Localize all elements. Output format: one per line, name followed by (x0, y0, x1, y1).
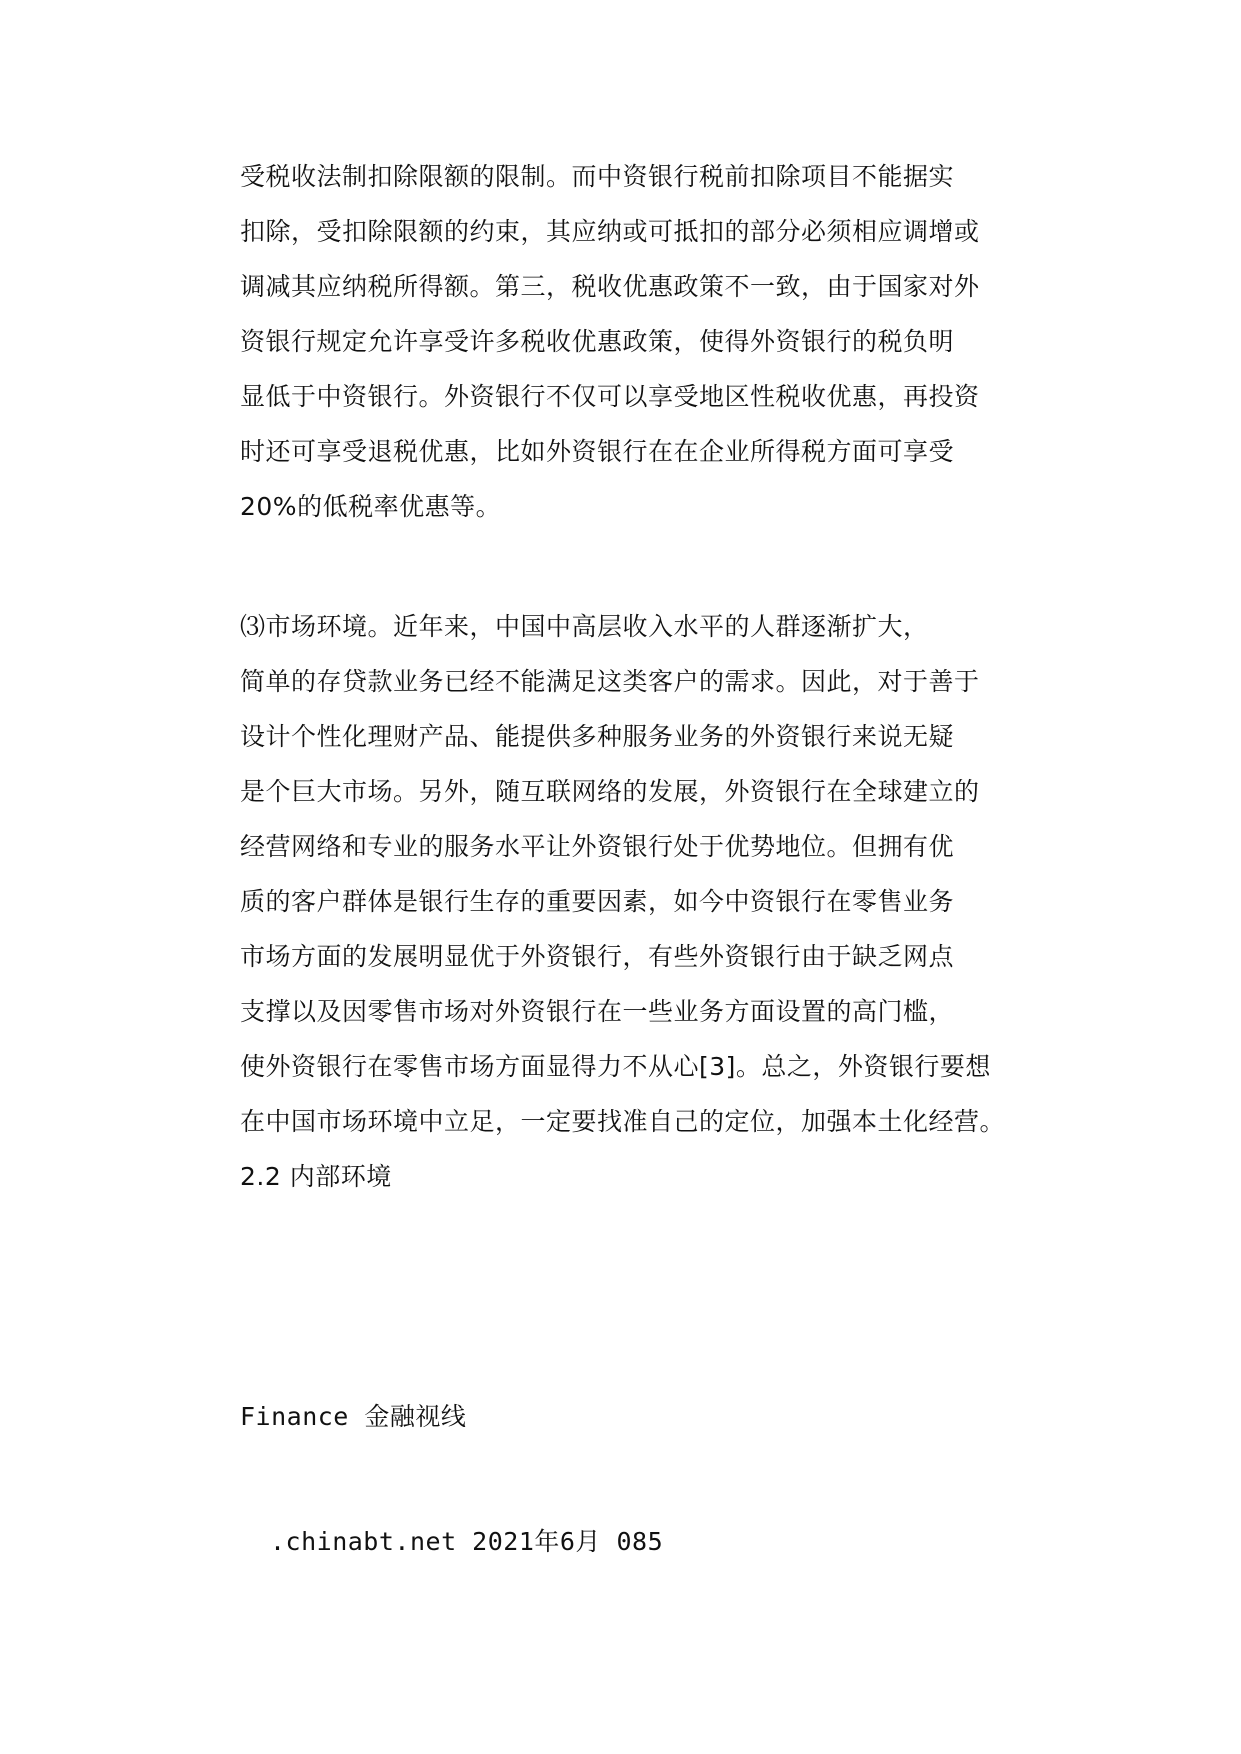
text-line: 经营网络和专业的服务水平让外资银行处于优势地位。但拥有优 (240, 832, 955, 861)
text-line: 使外资银行在零售市场方面显得力不从心[3]。总之，外资银行要想 (240, 1052, 991, 1081)
text-line: 支撑以及因零售市场对外资银行在一些业务方面设置的高门槛， (240, 997, 955, 1026)
text-line: 质的客户群体是银行生存的重要因素，如今中资银行在零售业务 (240, 887, 955, 916)
text-line: 简单的存贷款业务已经不能满足这类客户的需求。因此，对于善于 (240, 667, 980, 696)
text-line: 设计个性化理财产品、能提供多种服务业务的外资银行来说无疑 (240, 722, 955, 751)
text-line: 20%的低税率优惠等。 (240, 492, 502, 521)
text-line: 是个巨大市场。另外，随互联网络的发展，外资银行在全球建立的 (240, 777, 980, 806)
text-line: 扣除，受扣除限额的约束，其应纳或可抵扣的部分必须相应调增或 (240, 217, 980, 246)
journal-name: Finance 金融视线 (240, 1402, 467, 1431)
source-line: .chinabt.net 2021年6月 085 (270, 1527, 664, 1556)
text-line: 调减其应纳税所得额。第三，税收优惠政策不一致，由于国家对外 (240, 272, 980, 301)
text-line: 在中国市场环境中立足，一定要找准自己的定位，加强本土化经营。 (240, 1107, 1006, 1136)
text-line: ⑶市场环境。近年来，中国中高层收入水平的人群逐渐扩大， (240, 612, 929, 641)
text-line: 显低于中资银行。外资银行不仅可以享受地区性税收优惠，再投资 (240, 382, 980, 411)
text-line: 市场方面的发展明显优于外资银行，有些外资银行由于缺乏网点 (240, 942, 955, 971)
text-line: 时还可享受退税优惠，比如外资银行在在企业所得税方面可享受 (240, 437, 955, 466)
text-line: 受税收法制扣除限额的限制。而中资银行税前扣除项目不能据实 (240, 162, 955, 191)
text-line: 资银行规定允许享受许多税收优惠政策，使得外资银行的税负明 (240, 327, 955, 356)
section-heading: 2.2 内部环境 (240, 1162, 392, 1191)
